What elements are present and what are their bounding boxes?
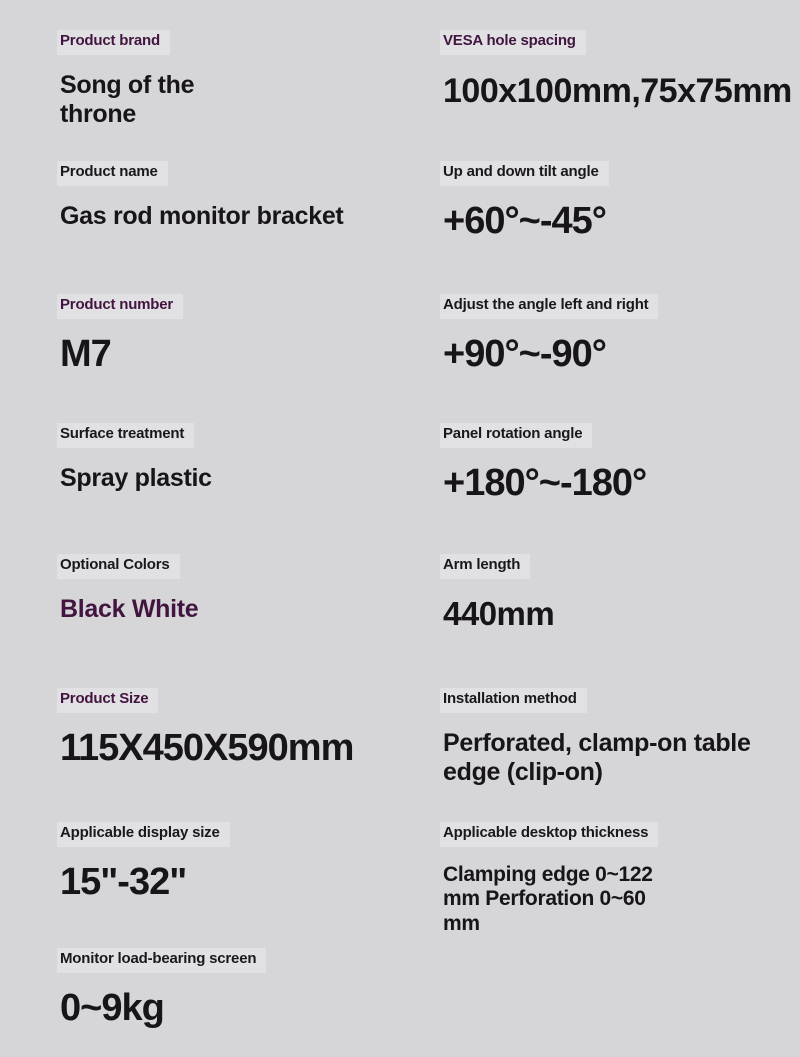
spec-label: Adjust the angle left and right xyxy=(440,294,658,319)
spec-item-optional-colors xyxy=(60,554,432,624)
spec-item-surface-treatment xyxy=(60,423,432,493)
spec-label: Surface treatment xyxy=(57,423,194,448)
spec-value: Song of the throne xyxy=(60,70,195,128)
spec-label: Product number xyxy=(57,294,183,319)
spec-item-vesa-hole-spacing xyxy=(443,30,793,111)
spec-item-tilt-angle xyxy=(443,161,793,243)
spec-value: 100x100mm,75x75mm xyxy=(443,71,792,110)
spec-item-product-name xyxy=(60,161,432,231)
spec-label: Installation method xyxy=(440,688,587,713)
spec-item-panel-rotation-angle xyxy=(443,423,793,505)
spec-label: Panel rotation angle xyxy=(440,423,592,448)
spec-value: Clamping edge 0~122 mm Perforation 0~60 mm xyxy=(443,862,653,936)
spec-value: +180°~-180° xyxy=(443,461,647,504)
spec-item-desktop-thickness xyxy=(443,822,793,937)
spec-item-arm-length xyxy=(443,554,793,633)
spec-value: Spray plastic xyxy=(60,463,212,492)
spec-value: 440mm xyxy=(443,594,555,632)
spec-item-product-number xyxy=(60,294,432,376)
spec-item-product-size xyxy=(60,688,432,770)
spec-value: M7 xyxy=(60,332,111,375)
spec-item-installation-method xyxy=(443,688,793,788)
spec-value: +60°~-45° xyxy=(443,199,606,242)
spec-value: Gas rod monitor bracket xyxy=(60,201,344,230)
spec-label: Product Size xyxy=(57,688,158,713)
spec-value: Perforated, clamp-on table edge (clip-on) xyxy=(443,728,751,786)
spec-label: Optional Colors xyxy=(57,554,180,579)
spec-label: Monitor load-bearing screen xyxy=(57,948,266,973)
spec-value: 0~9kg xyxy=(60,986,164,1029)
spec-item-product-brand xyxy=(60,30,432,130)
spec-value: 15"-32" xyxy=(60,860,187,903)
spec-item-applicable-display-size xyxy=(60,822,432,904)
spec-label: Product brand xyxy=(57,30,170,55)
spec-label: Applicable desktop thickness xyxy=(440,822,658,847)
spec-label: Applicable display size xyxy=(57,822,230,847)
spec-label: Arm length xyxy=(440,554,530,579)
spec-item-load-bearing xyxy=(60,948,432,1030)
spec-label: Product name xyxy=(57,161,168,186)
spec-value: Black White xyxy=(60,594,199,623)
spec-label: Up and down tilt angle xyxy=(440,161,609,186)
spec-value: 115X450X590mm xyxy=(60,726,354,769)
spec-value: +90°~-90° xyxy=(443,332,606,375)
spec-label: VESA hole spacing xyxy=(440,30,586,55)
spec-item-swivel-angle xyxy=(443,294,793,376)
